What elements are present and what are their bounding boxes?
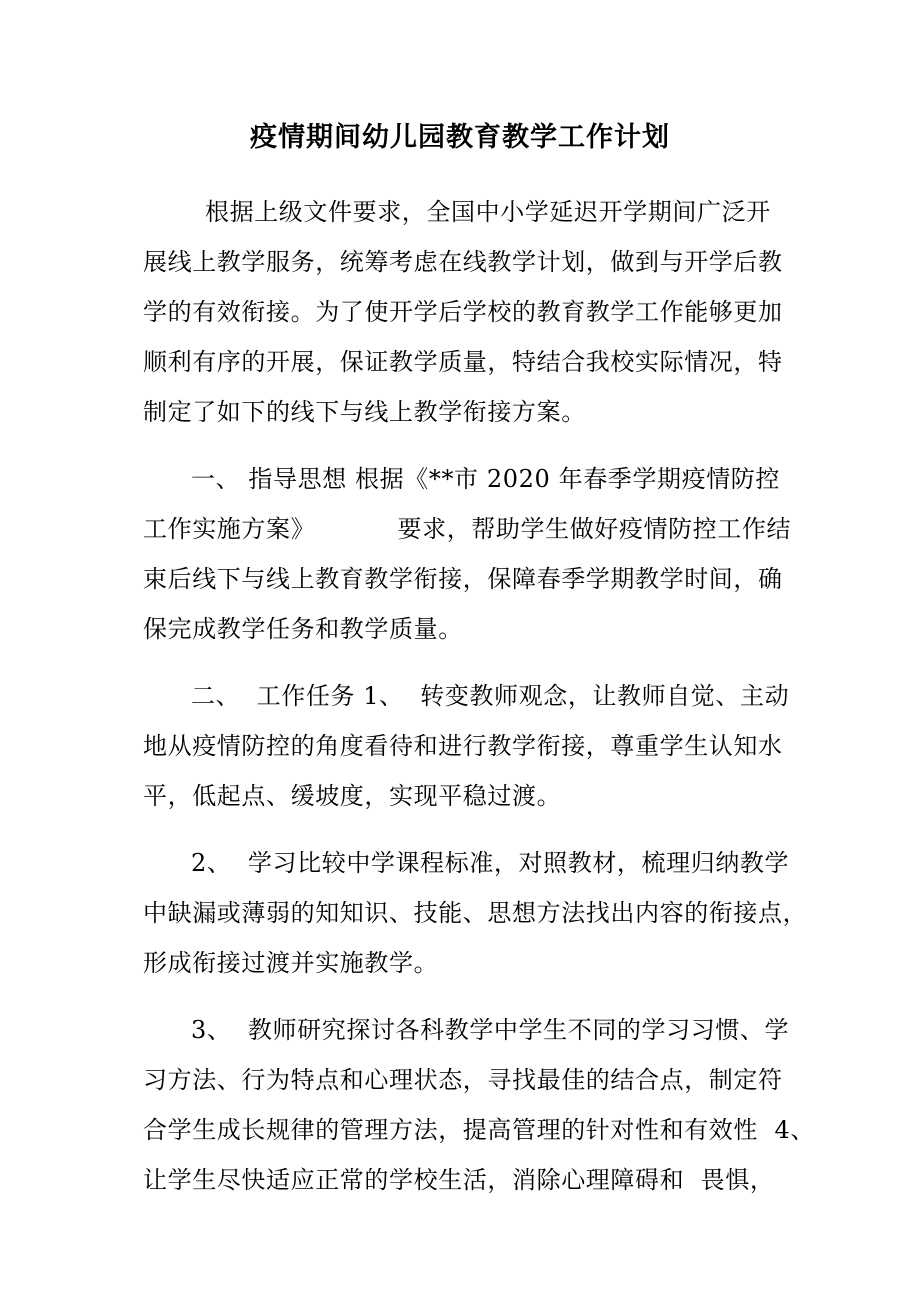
text-line: 制定了如下的线下与线上教学衔接方案。 bbox=[143, 398, 586, 426]
paragraph-intro bbox=[143, 187, 783, 437]
text-line: 工作实施方案》 要求，帮助学生做好疫情防控工作结 bbox=[143, 515, 792, 543]
text-line: 展线上教学服务，统筹考虑在线教学计划，做到与开学后教 bbox=[143, 248, 783, 276]
paragraph-task-2 bbox=[143, 838, 808, 988]
text-line: 合学生成长规律的管理方法，提高管理的针对性和有效性 4、 bbox=[143, 1116, 815, 1144]
document-body bbox=[143, 187, 815, 1222]
text-line: 2、 学习比较中学课程标准，对照教材，梳理归纳教学 bbox=[191, 849, 790, 877]
text-line: 地从疫情防控的角度看待和进行教学衔接，尊重学生认知水 bbox=[143, 732, 783, 760]
paragraph-work-tasks bbox=[143, 671, 790, 821]
paragraph-guiding-ideology bbox=[143, 454, 792, 654]
text-line: 习方法、行为特点和心理状态，寻找最佳的结合点，制定符 bbox=[143, 1066, 783, 1094]
text-line: 学的有效衔接。为了使开学后学校的教育教学工作能够更加 bbox=[143, 298, 783, 326]
text-line: 3、 教师研究探讨各科教学中学生不同的学习习惯、学 bbox=[191, 1016, 790, 1044]
paragraph-task-3 bbox=[143, 1005, 815, 1205]
text-line: 让学生尽快适应正常的学校生活，消除心理障碍和 畏惧， bbox=[143, 1166, 775, 1194]
text-line: 中缺漏或薄弱的知知识、技能、思想方法找出内容的衔接点， bbox=[143, 899, 808, 927]
text-line: 平，低起点、缓坡度，实现平稳过渡。 bbox=[143, 782, 562, 810]
text-line: 保完成教学任务和教学质量。 bbox=[143, 615, 463, 643]
text-line: 束后线下与线上教育教学衔接，保障春季学期教学时间，确 bbox=[143, 565, 783, 593]
text-line: 顺利有序的开展，保证教学质量，特结合我校实际情况，特 bbox=[143, 348, 783, 376]
text-line: 形成衔接过渡并实施教学。 bbox=[143, 949, 439, 977]
text-line: 根据上级文件要求，全国中小学延迟开学期间广泛开 bbox=[205, 198, 771, 226]
text-line: 一、 指导思想 根据《**市 2020 年春季学期疫情防控 bbox=[191, 465, 780, 493]
document-title: 疫情期间幼儿园教育教学工作计划 bbox=[250, 122, 670, 153]
text-line: 二、 工作任务 1、 转变教师观念，让教师自觉、主动 bbox=[191, 682, 790, 710]
